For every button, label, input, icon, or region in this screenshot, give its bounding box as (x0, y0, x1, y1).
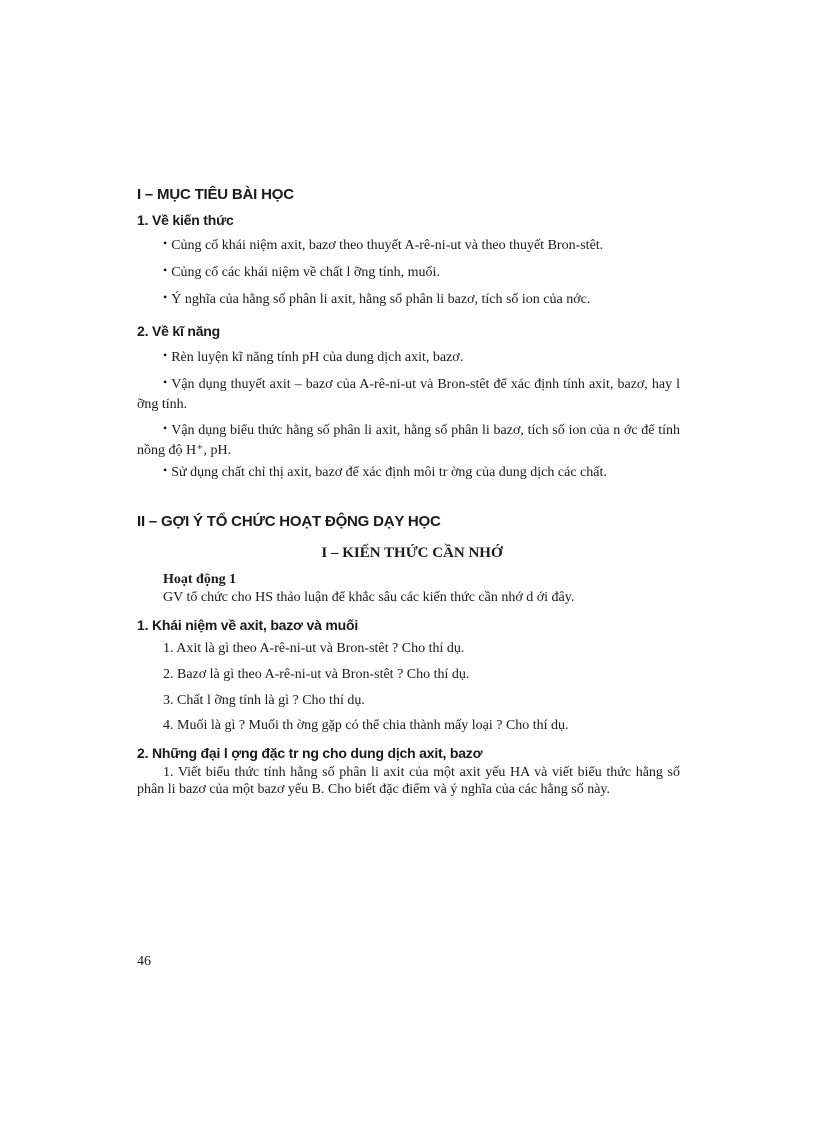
skills-item-4: • Sử dụng chất chỉ thị axit, bazơ để xác định môi tr ờng của dung dịch các chất. (163, 465, 607, 481)
knowledge-item-2: • Củng cố các khái niệm về chất l ỡng tính, muối. (163, 265, 440, 281)
skills-item-2: • Vận dụng thuyết axit – bazơ của A-rê-ni-ut và Bron-stêt để xác định tính axit, bazơ, hay l ỡng tính. (137, 374, 680, 415)
concepts-subheading: 1. Khái niệm về axit, bazơ và muối (137, 617, 359, 633)
activity-text: GV tổ chức cho HS thảo luận để khắc sâu các kiến thức cần nhớ d ới đây. (163, 590, 575, 605)
question-1: 1. Axit là gì theo A-rê-ni-ut và Bron-stêt ? Cho thí dụ. (163, 641, 465, 656)
knowledge-item-3: • Ý nghĩa của hằng số phân li axit, hằng số phân li bazơ, tích số ion của nớc. (163, 292, 590, 308)
skills-item-1: • Rèn luyện kĩ năng tính pH của dung dịch axit, bazơ. (163, 350, 463, 366)
activity-title: Hoạt động 1 (163, 572, 237, 587)
knowledge-recap-title: I – KIẾN THỨC CẦN NHỚ (321, 545, 503, 561)
quantities-question-1: 1. Viết biểu thức tính hằng số phân li axit của một axit yếu HA và viết biểu thức hằng số phân li bazơ của một bazơ yếu B. Cho biết đặc điểm và ý nghĩa của các hằng số này. (137, 765, 680, 797)
skills-item-3: • Vận dụng biểu thức hằng số phân li axit, hằng số phân li bazơ, tích số ion của n ớc để tính nồng độ H⁺, pH. (137, 420, 680, 461)
skills-subheading: 2. Về kĩ năng (137, 323, 220, 339)
quantities-subheading: 2. Những đại l ợng đặc tr ng cho dung dịch axit, bazơ (137, 745, 483, 761)
knowledge-item-1: • Củng cố khái niệm axit, bazơ theo thuyết A-rê-ni-ut và theo thuyết Bron-stêt. (163, 238, 603, 254)
knowledge-subheading: 1. Về kiến thức (137, 212, 234, 228)
question-4: 4. Muối là gì ? Muối th ờng gặp có thể chia thành mấy loại ? Cho thí dụ. (163, 718, 569, 733)
section-1-heading: I – MỤC TIÊU BÀI HỌC (137, 186, 294, 203)
question-3: 3. Chất l ỡng tính là gì ? Cho thí dụ. (163, 693, 365, 708)
question-2: 2. Bazơ là gì theo A-rê-ni-ut và Bron-stêt ? Cho thí dụ. (163, 667, 470, 682)
section-2-heading: II – GỢI Ý TỔ CHỨC HOẠT ĐỘNG DẠY HỌC (137, 513, 441, 530)
page-number: 46 (137, 954, 151, 969)
